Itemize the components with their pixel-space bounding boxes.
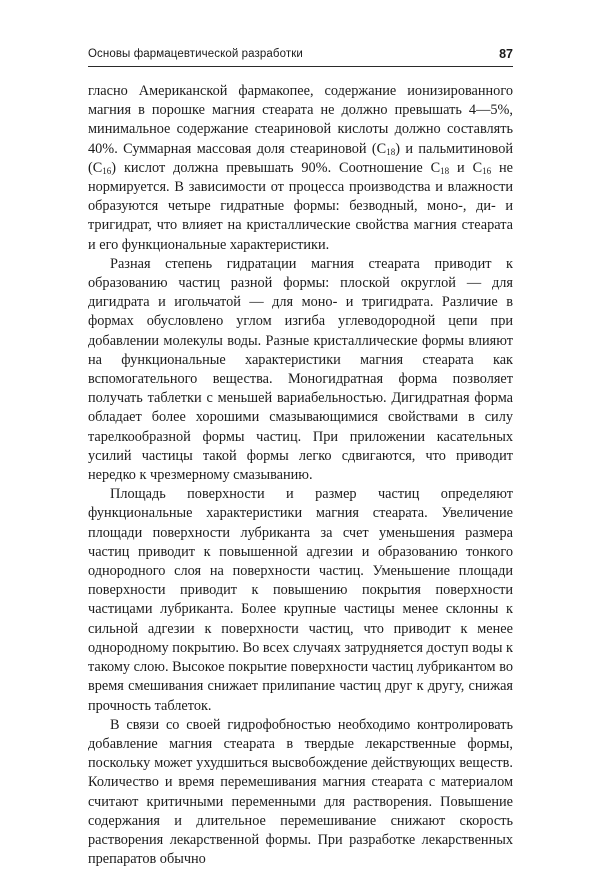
running-header	[88, 46, 513, 67]
subscript: 16	[482, 165, 492, 176]
paragraph-2: Разная степень гидратации магния стеарата приводит к образованию частиц разной формы: плоской округлой — для дигидрата и игольчатой — для моно- и тригидрата. Различие в формах обусловлено углом изгиба углеводородной цепи при добавлении молекулы воды. Разные кристаллические формы влияют на функциональные характеристики магния стеарата как вспомогательного вещества. Моногидратная форма позволяет получать таблетки с меньшей вариабельностью. Дигидратная форма обладает более хорошими смазывающимися свойствами в силу тарелкообразной формы частиц. При приложении касательных усилий частицы такой формы легко сдвигаются, что приводит нередко к чрезмерному смазыванию.	[88, 255, 513, 484]
text-segment: не нормируется. В зависимости от процесса производства и влажности образуются четыре гидратные формы: безводный, моно-, ди- и тригидрат, что влияет на кристаллические свойства магния стеарата и его функциональные характеристики.	[88, 159, 514, 253]
subscript: 18	[386, 146, 396, 157]
paragraph-1	[88, 82, 513, 255]
body-text	[88, 82, 513, 869]
text-segment: ) кислот должна превышать 90%. Соотношение C	[111, 159, 441, 176]
text-segment: гласно Американской фармакопее, содержание ионизированного магния в порошке магния стеарата не должно превышать 4—5%, минимальное содержание стеариновой кислоты должно составлять 40%. Суммарная массовая доля стеариновой (C	[88, 83, 513, 157]
subscript: 18	[440, 165, 450, 176]
running-header-title: Основы фармацевтической разработки	[88, 48, 303, 60]
page-number: 87	[499, 47, 513, 61]
text-segment: ) и пальмитиновой (C	[88, 140, 513, 176]
paragraph-4: В связи со своей гидрофобностью необходимо контролировать добавление магния стеарата в твердые лекарственные формы, поскольку может ухудшиться высвобождение действующих веществ. Количество и время перемешивания магния стеарата с материалом считают критичными переменными для растворения. Повышение содержания и длительное перемешивание снижают скорость растворения лекарственной формы. При разработке лекарственных препаратов обычно	[88, 716, 513, 868]
paragraph-3: Площадь поверхности и размер частиц определяют функциональные характеристики магния стеарата. Увеличение площади поверхности лубриканта за счет уменьшения размера частиц приводит к повышенной адгезии и образованию тонкого однородного слоя на поверхности частиц. Уменьшение площади поверхности приводит к повышению покрытия поверхности частицами лубриканта. Более крупные частицы менее склонны к сильной адгезии к поверхности частиц, что приводит к менее однородному покрытию. Во всех случаях затрудняется доступ воды к такому слою. Высокое покрытие поверхности частиц лубрикантом во время смешивания снижает прилипание частиц друг к другу, снижая прочность таблеток.	[88, 486, 513, 714]
subscript: 16	[102, 165, 112, 176]
text-segment: и C	[449, 159, 483, 176]
